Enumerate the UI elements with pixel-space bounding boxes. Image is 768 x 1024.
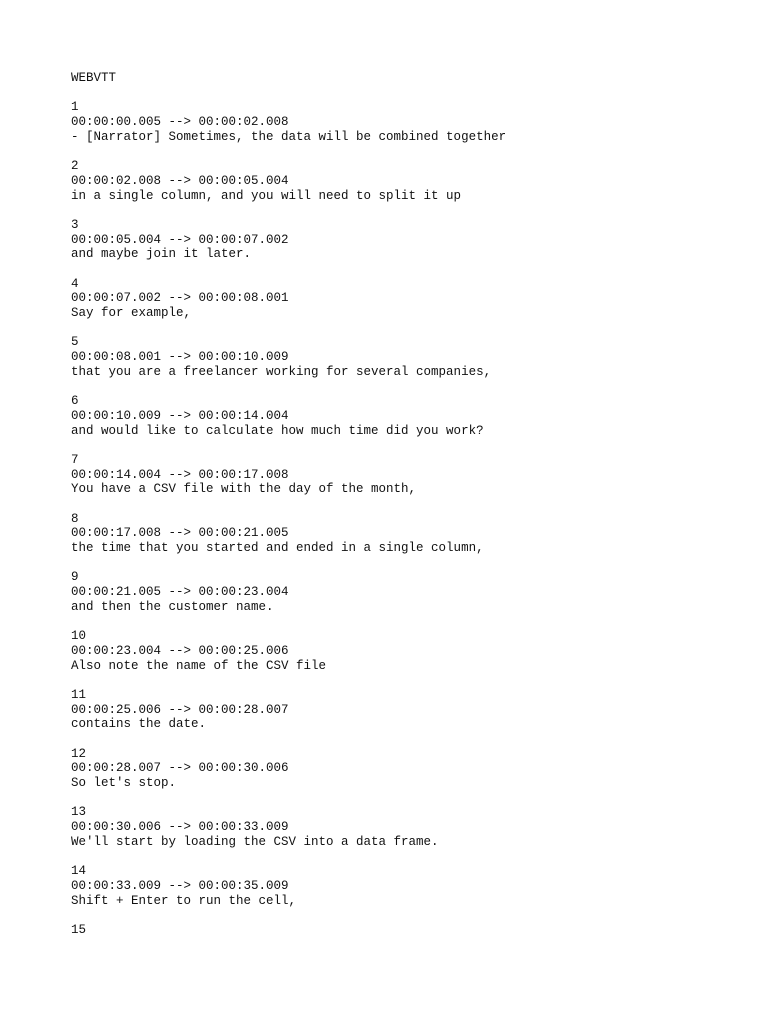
cue-id: 1 xyxy=(71,100,79,115)
cue-10 xyxy=(71,629,751,673)
cue-timing: 00:00:08.001 --> 00:00:10.009 xyxy=(71,350,289,365)
cue-timing: 00:00:23.004 --> 00:00:25.006 xyxy=(71,643,289,658)
cue-13 xyxy=(71,805,751,849)
cue-timing: 00:00:02.008 --> 00:00:05.004 xyxy=(71,173,289,188)
cue-id: 10 xyxy=(71,629,87,644)
cue-7 xyxy=(71,453,751,497)
cue-text: and maybe join it later. xyxy=(71,247,252,262)
cue-id: 15 xyxy=(71,922,87,937)
cue-2 xyxy=(71,159,751,203)
cue-text: Also note the name of the CSV file xyxy=(71,658,327,673)
cue-1 xyxy=(71,100,751,144)
cue-8 xyxy=(71,512,751,556)
cue-id: 6 xyxy=(71,394,79,409)
cue-14 xyxy=(71,864,751,908)
cue-timing: 00:00:00.005 --> 00:00:02.008 xyxy=(71,115,289,130)
cue-text: You have a CSV file with the day of the month, xyxy=(71,482,417,497)
cue-text: - [Narrator] Sometimes, the data will be combined together xyxy=(71,129,507,144)
cue-timing: 00:00:14.004 --> 00:00:17.008 xyxy=(71,467,289,482)
cue-timing: 00:00:05.004 --> 00:00:07.002 xyxy=(71,232,289,247)
subtitle-document xyxy=(71,71,751,952)
cue-text: in a single column, and you will need to split it up xyxy=(71,188,462,203)
cue-timing: 00:00:10.009 --> 00:00:14.004 xyxy=(71,408,289,423)
cue-4 xyxy=(71,277,751,321)
cue-text: So let's stop. xyxy=(71,776,177,790)
cue-text: contains the date. xyxy=(71,717,207,732)
cue-text: that you are a freelancer working for several companies, xyxy=(71,364,492,379)
cue-id: 9 xyxy=(71,570,79,585)
cue-5 xyxy=(71,335,751,379)
cue-id: 4 xyxy=(71,276,79,291)
cue-timing: 00:00:30.006 --> 00:00:33.009 xyxy=(71,820,289,835)
cue-id: 2 xyxy=(71,159,79,174)
cue-id: 8 xyxy=(71,511,79,526)
cue-timing: 00:00:25.006 --> 00:00:28.007 xyxy=(71,702,289,717)
cue-timing: 00:00:28.007 --> 00:00:30.006 xyxy=(71,761,289,776)
cue-15 xyxy=(71,923,751,938)
cue-id: 14 xyxy=(71,864,87,879)
cue-timing: 00:00:21.005 --> 00:00:23.004 xyxy=(71,585,289,600)
cue-12 xyxy=(71,747,751,791)
cue-text: and then the customer name. xyxy=(71,599,274,614)
cue-text: the time that you started and ended in a single column, xyxy=(71,541,484,555)
cue-timing: 00:00:07.002 --> 00:00:08.001 xyxy=(71,291,289,306)
cue-id: 12 xyxy=(71,746,87,761)
cue-11 xyxy=(71,688,751,732)
cue-id: 7 xyxy=(71,452,79,467)
cue-text: Shift + Enter to run the cell, xyxy=(71,893,297,908)
cue-text: We'll start by loading the CSV into a data frame. xyxy=(71,834,439,849)
cue-id: 13 xyxy=(71,805,87,820)
cue-timing: 00:00:33.009 --> 00:00:35.009 xyxy=(71,878,289,893)
cue-id: 11 xyxy=(71,687,87,702)
cue-timing: 00:00:17.008 --> 00:00:21.005 xyxy=(71,526,289,541)
cue-3 xyxy=(71,218,751,262)
cue-text: and would like to calculate how much time did you work? xyxy=(71,423,484,438)
cue-text: Say for example, xyxy=(71,306,192,320)
cue-id: 5 xyxy=(71,335,79,350)
cue-9 xyxy=(71,570,751,614)
cue-6 xyxy=(71,394,751,438)
cue-id: 3 xyxy=(71,217,79,232)
file-header: WEBVTT xyxy=(71,71,117,85)
